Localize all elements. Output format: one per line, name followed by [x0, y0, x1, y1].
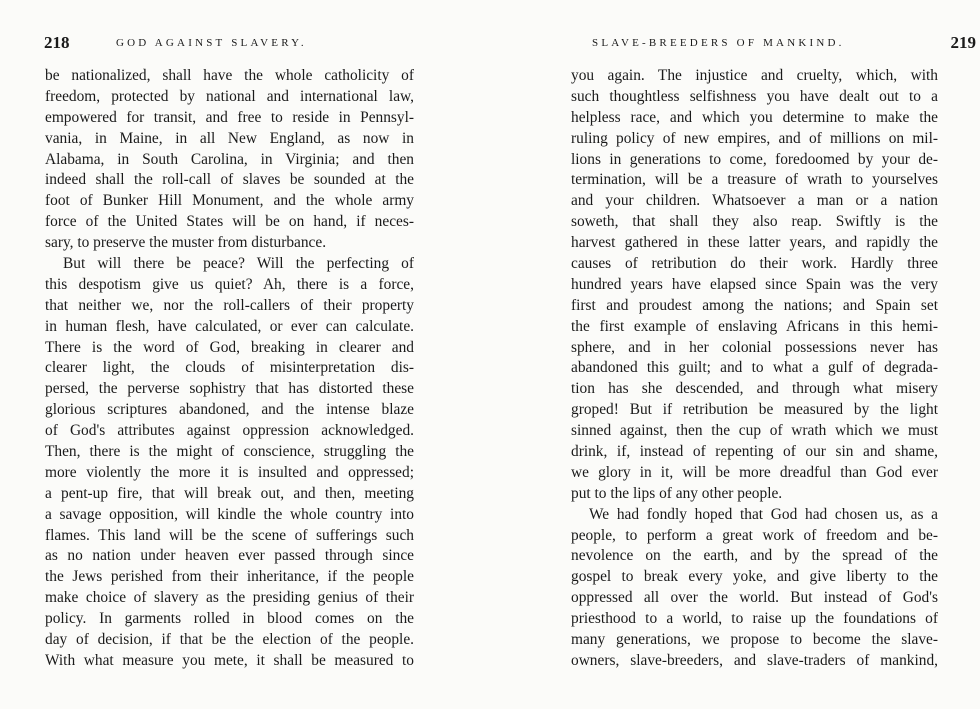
- text-line: nevolence on the earth, and by the spread of the: [571, 547, 938, 565]
- text-line: indeed shall the roll-call of slaves be sounded at the: [45, 171, 414, 189]
- text-line: We had fondly hoped that God had chosen us, as a: [589, 505, 938, 523]
- text-line: and your children. Whatsoever a man or a nation: [571, 192, 938, 210]
- text-line: groped! But if retribution be measured by the light: [571, 401, 938, 419]
- left-page-header: [44, 33, 414, 53]
- text-line: sinned against, then the cup of wrath which we must: [571, 422, 938, 440]
- page-number: 219: [950, 33, 976, 52]
- text-line: But will there be peace? Will the perfecting of: [63, 255, 414, 273]
- text-line: termination, will be a treasure of wrath to yourselves: [571, 171, 938, 189]
- right-page-body: [571, 66, 938, 672]
- text-line: glorious scriptures abandoned, and the intense blaze: [45, 401, 414, 419]
- text-line: There is the word of God, breaking in clearer and: [45, 338, 414, 356]
- right-page-header: [592, 33, 976, 53]
- text-line: put to the lips of any other people.: [571, 484, 783, 502]
- text-line: be nationalized, shall have the whole catholicity of: [45, 67, 414, 84]
- text-line: tion has she descended, and through what misery: [571, 380, 938, 398]
- text-line: policy. In garments rolled in blood comes on the: [45, 610, 414, 628]
- text-line: first and proudest among the nations; and Spain set: [571, 296, 938, 314]
- text-line: the Jews perished from their inheritance, if the people: [45, 568, 414, 586]
- text-line: a savage opposition, will kindle the whole country into: [45, 505, 414, 523]
- text-line: persed, the perverse sophistry that has distorted these: [45, 380, 414, 398]
- text-line: in human flesh, have calculated, or ever can calculate.: [45, 317, 414, 335]
- text-line: that neither we, nor the roll-callers of their property: [45, 296, 414, 314]
- text-line: Alabama, in South Carolina, in Virginia; and then: [45, 150, 414, 168]
- text-line: day of decision, if that be the election of the people.: [45, 631, 414, 649]
- text-line: such thoughtless selfishness you have dealt out to a: [571, 87, 938, 105]
- text-line: causes of retribution do their work. Hardly three: [571, 255, 938, 273]
- text-line: foot of Bunker Hill Monument, and the whole army: [45, 192, 414, 210]
- text-line: make choice of slavery as the presiding genius of their: [45, 589, 414, 607]
- text-line: vania, in Maine, in all New England, as now in: [45, 129, 414, 147]
- text-line: this despotism give us quiet? Ah, there is a force,: [45, 275, 414, 293]
- text-line: hundred years have elapsed since Spain was the very: [571, 275, 938, 293]
- text-line: people, to perform a great work of freedom and be-: [571, 526, 938, 544]
- text-line: a pent-up fire, that will break out, and then, meeting: [45, 484, 414, 502]
- page-number: 218: [44, 33, 70, 52]
- text-line: more violently the more it is insulted and oppressed;: [45, 463, 414, 481]
- text-line: soweth, that shall they also reap. Swiftly is the: [571, 213, 938, 231]
- text-line: Then, there is the might of conscience, struggling the: [45, 443, 414, 461]
- text-line: oppressed all over the world. But instead of God's: [571, 589, 938, 607]
- text-line: flames. This land will be the scene of sufferings such: [45, 526, 414, 544]
- text-line: we glory in it, will be more dreadful than God ever: [571, 463, 938, 481]
- text-line: you again. The injustice and cruelty, which, with: [571, 67, 938, 84]
- text-line: ruling policy of new empires, and of millions on mil-: [571, 129, 938, 147]
- text-line: gospel to break every yoke, and give liberty to the: [571, 568, 938, 586]
- text-line: priesthood to a world, to raise up the foundations of: [571, 610, 938, 628]
- text-line: the first example of enslaving Africans in this hemi-: [571, 317, 938, 335]
- text-line: many generations, we propose to become the slave-: [571, 631, 938, 649]
- right-page: [490, 0, 980, 709]
- text-line: sary, to preserve the muster from disturbance.: [45, 234, 327, 252]
- text-line: of God's attributes against oppression acknowledged.: [45, 422, 414, 440]
- text-line: sphere, and in her colonial possessions never has: [571, 338, 938, 356]
- running-head: GOD AGAINST SLAVERY.: [116, 37, 307, 49]
- text-line: helpless race, and which you determine to make the: [571, 108, 938, 126]
- running-head: SLAVE-BREEDERS OF MANKIND.: [592, 37, 845, 49]
- text-line: abandoned this guilt; and to what a gulf of degrada-: [571, 359, 938, 377]
- text-line: harvest gathered in these latter years, and rapidly the: [571, 234, 938, 252]
- text-line: force of the United States will be on hand, if neces-: [45, 213, 414, 231]
- text-line: lions in generations to come, foredoomed by your de-: [571, 150, 938, 168]
- text-line: owners, slave-breeders, and slave-traders of mankind,: [571, 651, 938, 669]
- text-line: empowered for transit, and free to reside in Pennsyl-: [45, 108, 414, 126]
- text-line: drink, if, instead of repenting of our sin and shame,: [571, 443, 938, 461]
- text-line: With what measure you mete, it shall be measured to: [45, 651, 414, 669]
- left-page-body: [45, 66, 414, 672]
- text-line: freedom, protected by national and international law,: [45, 87, 414, 105]
- text-line: clearer light, the clouds of misinterpretation dis-: [45, 359, 414, 377]
- text-line: as no nation under heaven ever passed through since: [45, 547, 414, 565]
